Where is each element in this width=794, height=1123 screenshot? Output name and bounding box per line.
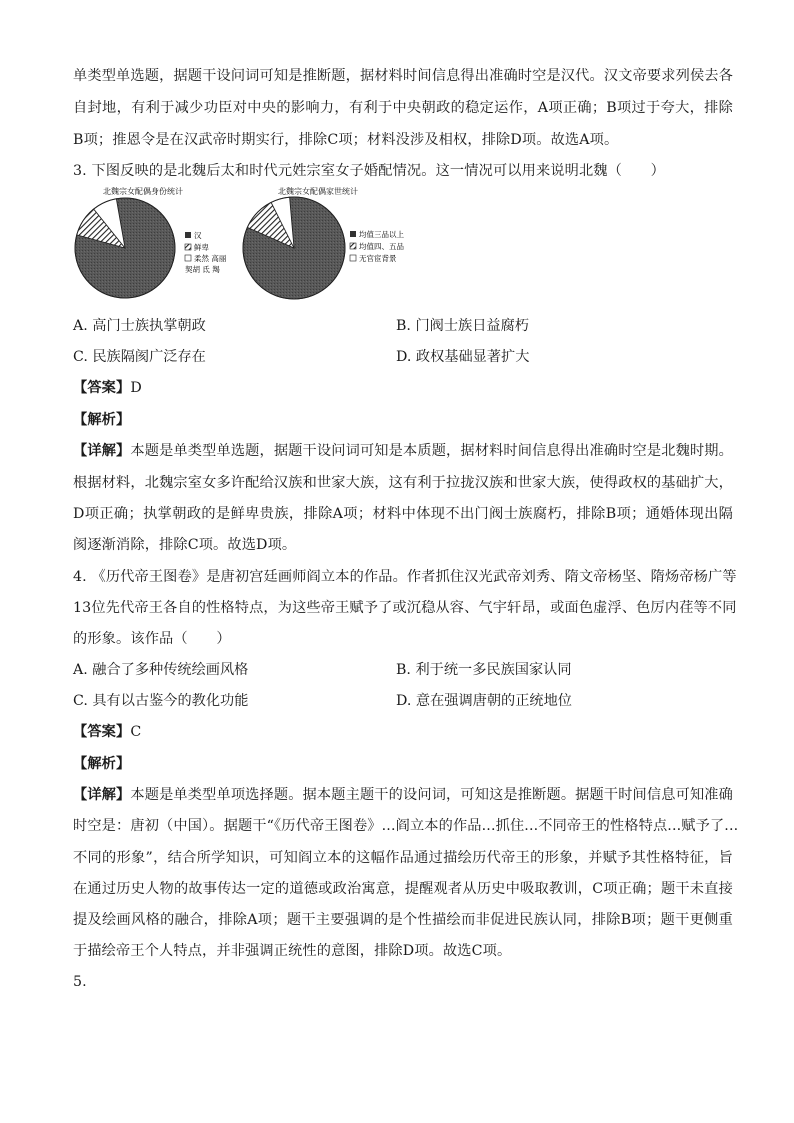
q3-detail-line-4: 阂逐渐消除，排除C项。故选D项。 <box>73 537 297 553</box>
q3-answer-value: D <box>130 380 142 396</box>
q4-answer <box>73 722 733 742</box>
q3-detail-label: 【详解】 <box>73 443 131 459</box>
pie1-legend-3: 契胡 氐 羯 <box>185 265 220 274</box>
pie2-legend <box>350 229 404 263</box>
pie1-legend-swatch-2 <box>185 255 191 261</box>
q4-detail-line-1 <box>73 785 733 805</box>
pie2-legend-1: 均值四、五品 <box>359 242 404 251</box>
q3-option-a: A. 高门士族执掌朝政 <box>73 318 206 334</box>
q3-option-b: B. 门阀士族日益腐朽 <box>396 318 529 334</box>
q3-option-d: D. 政权基础显著扩大 <box>396 349 530 365</box>
q4-answer-label: 【答案】 <box>73 724 131 740</box>
q4-stem-line-1: 4. 《历代帝王图卷》是唐初宫廷画师阎立本的作品。作者抓住汉光武帝刘秀、隋文帝杨坚、隋炀帝杨广等 <box>73 569 737 585</box>
q4-detail-line-3: 不同的形象”，结合所学知识，可知阎立本的这幅作品通过描绘历代帝王的形象，并赋予其性格特征，旨 <box>73 850 733 866</box>
pie2-title: 北魏宗女配偶家世统计 <box>278 187 358 196</box>
pie2-legend-0: 均值三品以上 <box>359 230 404 239</box>
q4-option-b: B. 利于统一多民族国家认同 <box>396 662 572 678</box>
q3-analysis-text: 【解析】 <box>73 412 131 428</box>
pie1-title: 北魏宗女配偶身份统计 <box>103 187 183 196</box>
q4-option-c: C. 具有以古鉴今的教化功能 <box>73 693 249 709</box>
q5-number: 5. <box>73 974 87 990</box>
pie1-legend <box>185 231 227 274</box>
pie1-legend-1: 鲜卑 <box>194 243 209 252</box>
q3-detail-line-1 <box>73 441 733 461</box>
pie1 <box>75 198 175 298</box>
pie2-legend-swatch-2 <box>350 255 356 261</box>
q3-answer-label: 【答案】 <box>73 380 131 396</box>
pie1-legend-0: 汉 <box>194 231 202 240</box>
intro-line-3: B项；推恩令是在汉武帝时期实行，排除C项；材料没涉及相权，排除D项。故选A项。 <box>73 132 619 148</box>
pie2-legend-swatch-1 <box>350 243 356 249</box>
q3-pie-charts <box>73 184 473 314</box>
q4-analysis-label <box>73 754 733 774</box>
q4-stem-line-2: 13位先代帝王各自的性格特点，为这些帝王赋予了或沉稳从容、气宇轩昂，或面色虚浮、色厉内荏等不同 <box>73 600 737 616</box>
q4-option-d: D. 意在强调唐朝的正统地位 <box>396 693 572 709</box>
pie2-legend-2: 无官宦背景 <box>359 254 397 263</box>
q4-detail-text-1: 本题是单类型单项选择题。据本题主题干的设问词，可知这是推断题。据题干时间信息可知准确 <box>130 787 733 803</box>
q3-detail-text-1: 本题是单类型单选题，据题干设问词可知是本质题，据材料时间信息得出准确时空是北魏时期。 <box>130 443 733 459</box>
pie1-legend-2: 柔然 高丽 <box>194 254 227 263</box>
q4-answer-value: C <box>130 724 142 740</box>
q3-stem: 3. 下图反映的是北魏后太和时代元姓宗室女子婚配情况。这一情况可以用来说明北魏（ ） <box>73 163 665 179</box>
pie2-legend-swatch-0 <box>350 231 356 237</box>
q4-detail-line-6: 于描绘帝王个人特点，并非强调正统性的意图，排除D项。故选C项。 <box>73 943 512 959</box>
intro-line-1: 单类型单选题，据题干设问词可知是推断题，据材料时间信息得出准确时空是汉代。汉文帝要求列侯去各 <box>73 68 733 84</box>
q3-detail-line-2: 根据材料，北魏宗室女多许配给汉族和世家大族，这有利于拉拢汉族和世家大族，使得政权的基础扩大， <box>73 475 733 491</box>
q4-detail-line-2: 时空是：唐初（中国）。据题干“《历代帝王图卷》...阎立本的作品...抓住...不同帝王的性格特点...赋予了... <box>73 818 739 834</box>
q3-option-c: C. 民族隔阂广泛存在 <box>73 349 206 365</box>
pie2 <box>243 197 345 299</box>
q4-stem-line-3: 的形象。该作品（ ） <box>73 631 231 647</box>
q3-answer <box>73 378 733 398</box>
q4-detail-line-4: 在通过历史人物的故事传达一定的道德或政治寓意，提醒观者从历史中吸取教训，C项正确；题干未直接 <box>73 881 733 897</box>
q3-detail-line-3: D项正确；执掌朝政的是鲜卑贵族，排除A项；材料中体现不出门阀士族腐朽，排除B项；通婚体现出隔 <box>73 506 733 522</box>
pie1-legend-swatch-0 <box>185 232 191 238</box>
q4-detail-line-5: 提及绘画风格的融合，排除A项；题干主要强调的是个性描绘而非促进民族认同，排除B项；题干更侧重 <box>73 912 733 928</box>
q3-analysis-label <box>73 410 733 430</box>
pie1-legend-swatch-1 <box>185 244 191 250</box>
q4-analysis-text: 【解析】 <box>73 756 131 772</box>
intro-line-2: 自封地，有利于减少功臣对中央的影响力，有利于中央朝政的稳定运作，A项正确；B项过于夸大，排除 <box>73 100 733 116</box>
q4-option-a: A. 融合了多种传统绘画风格 <box>73 662 249 678</box>
q4-detail-label: 【详解】 <box>73 787 131 803</box>
